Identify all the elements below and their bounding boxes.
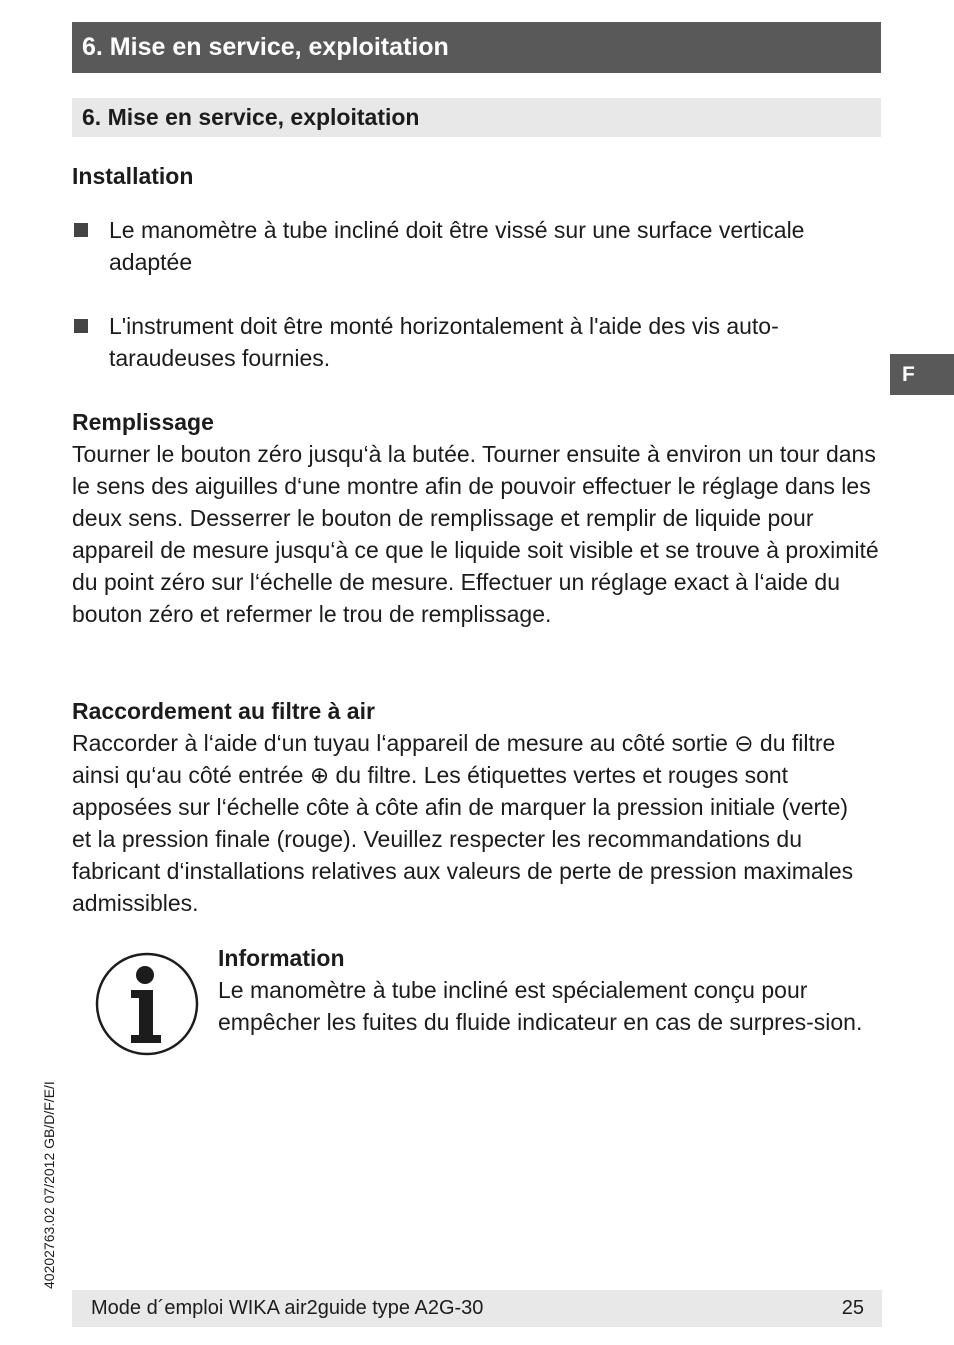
header-title: 6. Mise en service, exploitation xyxy=(82,33,449,61)
bullet-square-icon xyxy=(74,319,88,333)
header-bar xyxy=(72,22,881,73)
information-title: Information xyxy=(218,945,345,971)
list-item-text: Le manomètre à tube incliné doit être vissé sur une surface verticale adaptée xyxy=(109,217,805,275)
raccordement-heading: Raccordement au filtre à air xyxy=(72,698,375,724)
language-tab-label: F xyxy=(902,363,915,386)
remplissage-paragraph: Tourner le bouton zéro jusqu‘à la butée. Tourner ensuite à environ un tour dans le sens des aiguilles d‘une montre afin de pouvoir effectuer le réglage dans les deux sens. Desserrer le bouton de remplissage et remplir de liquide pour appareil de mesure jusqu‘à ce que le liquide soit visible et se trouve à proximité du point zéro sur l‘échelle de mesure. Effectuer un réglage exact à l‘aide du bouton zéro et refermer le trou de remplissage. xyxy=(72,441,879,628)
bullet-square-icon xyxy=(74,223,88,237)
footer-title: Mode d´emploi WIKA air2guide type A2G-30 xyxy=(91,1297,484,1319)
footer-bar xyxy=(72,1290,882,1327)
raccordement-paragraph: Raccorder à l‘aide d‘un tuyau l‘appareil de mesure au côté sortie ⊖ du filtre ainsi qu‘au côté entrée ⊕ du filtre. Les étiquettes vertes et rouges sont apposées sur l‘échelle côte à côte afin de marquer la pression initiale (verte) et la pression finale (rouge). Veuillez respecter les recommandations du fabricant d‘installations relatives aux valeurs de perte de pression maximales admissibles. xyxy=(72,730,854,917)
page-number: 25 xyxy=(841,1297,864,1319)
list-item xyxy=(72,310,884,374)
information-block xyxy=(218,942,884,1038)
information-text: Le manomètre à tube incliné est spécialement conçu pour empêcher les fuites du fluide indicateur en cas de surpres-sion. xyxy=(218,977,863,1035)
remplissage-heading: Remplissage xyxy=(72,409,214,435)
list-item xyxy=(72,214,884,278)
document-code: 40202763.02 07/2012 GB/D/F/E/I xyxy=(41,1081,57,1289)
section-heading-bar xyxy=(72,98,881,137)
info-icon xyxy=(94,951,200,1057)
section-title: 6. Mise en service, exploitation xyxy=(82,104,420,130)
list-item-text: L'instrument doit être monté horizontalement à l'aide des vis auto-taraudeuses fournies. xyxy=(109,313,779,371)
language-tab xyxy=(890,354,954,395)
installation-heading: Installation xyxy=(72,163,194,189)
